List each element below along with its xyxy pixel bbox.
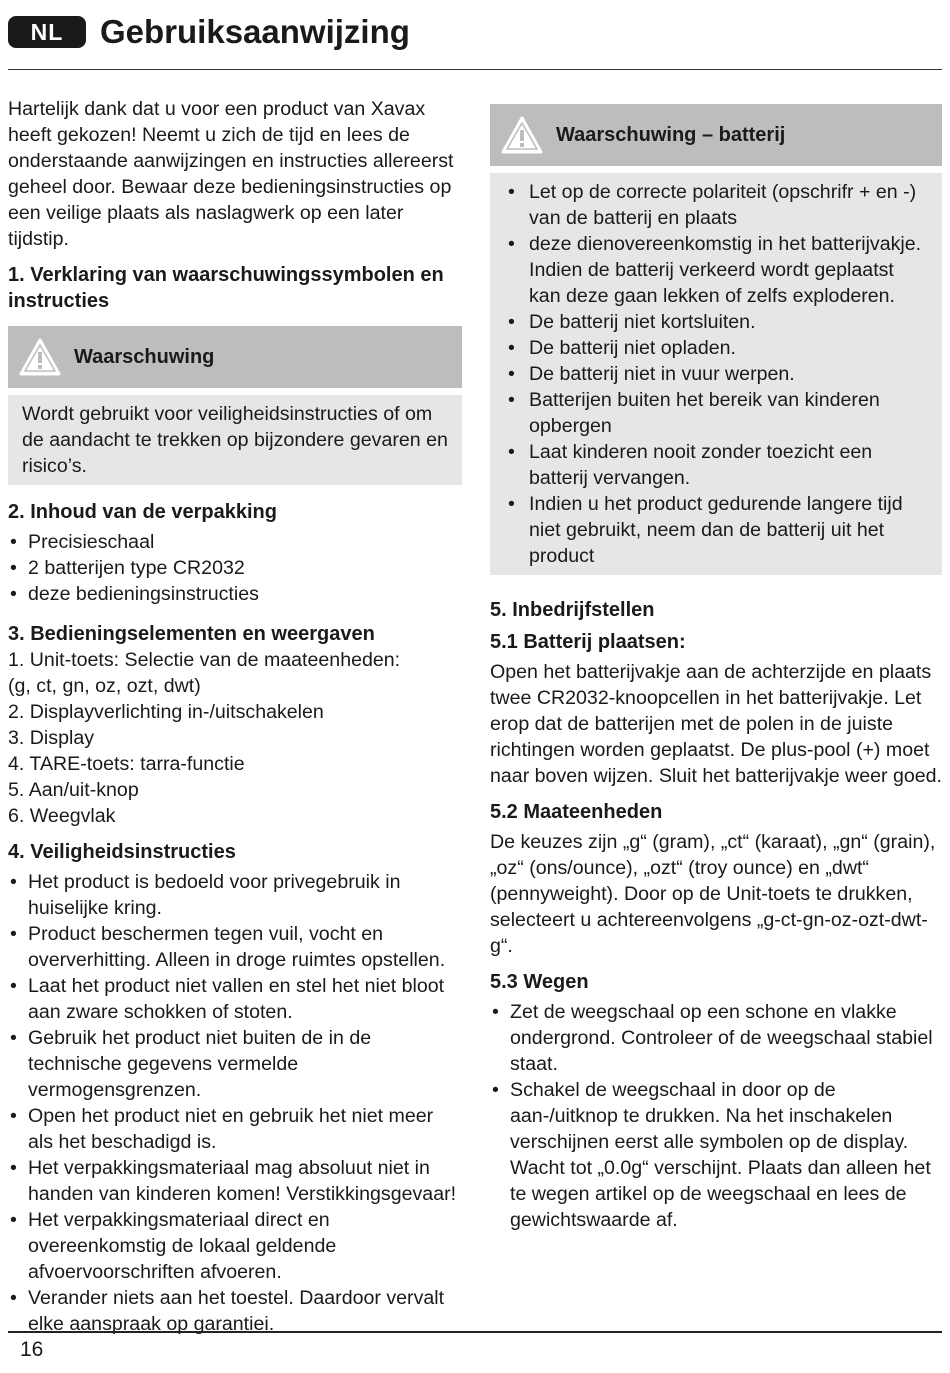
warning-description <box>8 395 462 485</box>
list-item: • Open het product niet en gebruik het niet meer als het beschadigd is. <box>8 1103 462 1155</box>
list-item: • Zet de weegschaal op een schone en vlakke ondergrond. Controleer of de weegschaal stabiel staat. <box>490 999 942 1077</box>
weighing-steps-list <box>490 999 942 1233</box>
list-item: 3. Display <box>8 727 95 749</box>
right-column <box>490 104 942 1233</box>
warning-triangle-icon <box>18 337 62 377</box>
section-5-1-text: Open het batterijvakje aan de achterzijde en plaats twee CR2032-knoopcellen in het batterijvakje. Let erop dat de batterijen met de polen in de juiste richtingen worden geplaatst. De plus-pool (+) moet naar boven wijzen. Sluit het batterijvakje weer goed. <box>490 661 943 787</box>
list-item: • Laat kinderen nooit zonder toezicht een batterij vervangen. <box>502 439 928 491</box>
list-item: • deze dienovereenkomstig in het batterijvakje. Indien de batterij verkeerd wordt geplaatst kan deze gaan lekken of zelfs exploderen. <box>502 231 928 309</box>
list-item: • Schakel de weegschaal in door op de aan-/uitknop te drukken. Na het inschakelen verschijnen eerst alle symbolen op de display. Wacht tot „0.0g“ verschijnt. Plaats dan alleen het te wegen artikel op de weegschaal en lees de gewichtswaarde af. <box>490 1077 942 1233</box>
list-item: (g, ct, gn, oz, ozt, dwt) <box>8 675 201 697</box>
left-column <box>8 96 462 1337</box>
warning-label: Waarschuwing <box>74 346 215 368</box>
list-item: • Batterijen buiten het bereik van kinderen opbergen <box>502 387 928 439</box>
section-5-heading: 5. Inbedrijfstellen <box>490 599 655 621</box>
list-item: • De batterij niet in vuur werpen. <box>502 361 928 387</box>
section-5-3-heading: 5.3 Wegen <box>490 971 589 993</box>
package-contents-list <box>8 529 462 607</box>
page-title: Gebruiksaanwijzing <box>100 13 410 50</box>
battery-warning-label: Waarschuwing – batterij <box>556 124 786 146</box>
warning-text: Wordt gebruikt voor veiligheidsinstructies of om de aandacht te trekken op bijzondere gevaren en risico’s. <box>22 403 448 477</box>
section-2-heading: 2. Inhoud van de verpakking <box>8 501 277 523</box>
list-item: • Let op de correcte polariteit (opschrifr + en -) van de batterij en plaats <box>502 179 928 231</box>
section-4-heading: 4. Veiligheidsinstructies <box>8 841 236 863</box>
battery-warning-body <box>490 173 942 575</box>
section-5-1-heading: 5.1 Batterij plaatsen: <box>490 631 686 653</box>
list-item: • Het product is bedoeld voor privegebruik in huiselijke kring. <box>8 869 462 921</box>
intro-paragraph: Hartelijk dank dat u voor een product van Xavax heeft gekozen! Neemt u zich de tijd en lees de onderstaande aanwijzingen en instructies allereerst geheel door. Bewaar deze bedieningsinstructies op een veilige plaats als naslagwerk op een later tijdstip. <box>8 98 454 250</box>
list-item: 4. TARE-toets: tarra-functie <box>8 753 245 775</box>
list-item: • De batterij niet kortsluiten. <box>502 309 928 335</box>
header-divider <box>8 69 942 70</box>
list-item: • Het verpakkingsmateriaal direct en overeenkomstig de lokaal geldende afvoervoorschriften afvoeren. <box>8 1207 462 1285</box>
list-item: • Verander niets aan het toestel. Daardoor vervalt elke aanspraak op garantiei. <box>8 1285 462 1337</box>
list-item: • De batterij niet opladen. <box>502 335 928 361</box>
list-item: • Indien u het product gedurende langere tijd niet gebruikt, neem dan de batterij uit het product <box>502 491 928 569</box>
battery-warning-header <box>490 104 942 166</box>
page-number: 16 <box>20 1338 44 1361</box>
list-item: • Precisieschaal <box>8 529 462 555</box>
page-header <box>8 10 410 54</box>
list-item: • Product beschermen tegen vuil, vocht en oververhitting. Alleen in droge ruimtes opstellen. <box>8 921 462 973</box>
list-item: 5. Aan/uit-knop <box>8 779 139 801</box>
list-item: • deze bedieningsinstructies <box>8 581 462 607</box>
safety-instructions-list <box>8 869 462 1337</box>
list-item: • 2 batterijen type CR2032 <box>8 555 462 581</box>
list-item: 6. Weegvlak <box>8 805 116 827</box>
language-badge: NL <box>8 16 86 48</box>
section-5-2-text: De keuzes zijn „g“ (gram), „ct“ (karaat), „gn“ (grain), „oz“ (ons/ounce), „ozt“ (troy ounce) en „dwt“ (pennyweight). Door op de Unit-toets te drukken, selecteert u achtereenvolgens „g-ct-gn-oz-ozt-dwt-g“. <box>490 831 936 957</box>
battery-warning-list <box>502 179 928 569</box>
warning-header <box>8 326 462 388</box>
list-item: 2. Displayverlichting in-/uitschakelen <box>8 701 324 723</box>
section-1-heading: 1. Verklaring van waarschuwingssymbolen en instructies <box>8 264 444 312</box>
list-item: • Laat het product niet vallen en stel het niet bloot aan zware schokken of stoten. <box>8 973 462 1025</box>
warning-triangle-icon <box>500 115 544 155</box>
list-item: • Het verpakkingsmateriaal mag absoluut niet in handen van kinderen komen! Verstikkingsgevaar! <box>8 1155 462 1207</box>
list-item: 1. Unit-toets: Selectie van de maateenheden: <box>8 649 401 671</box>
controls-list <box>8 647 462 829</box>
footer-divider <box>8 1331 942 1333</box>
section-5-2-heading: 5.2 Maateenheden <box>490 801 663 823</box>
section-3-heading: 3. Bedieningselementen en weergaven <box>8 623 375 645</box>
list-item: • Gebruik het product niet buiten de in de technische gegevens vermelde vermogensgrenzen. <box>8 1025 462 1103</box>
